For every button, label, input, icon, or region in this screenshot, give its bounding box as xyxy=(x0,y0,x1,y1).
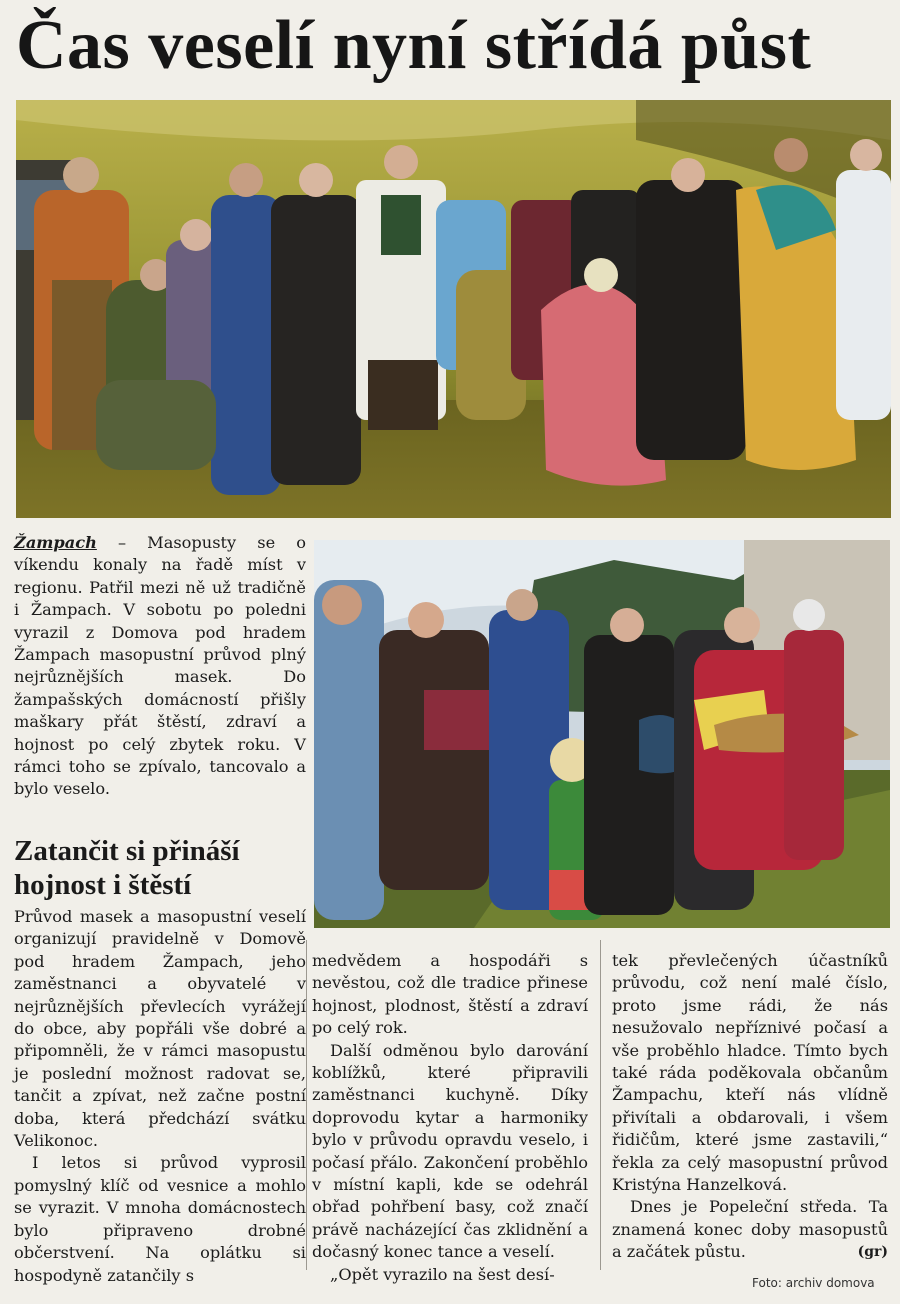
paragraph: Průvod masek a masopustní veselí organizují pravidelně v Domově pod hradem Žampach, jeho zaměstnanci a obyvatelé v nejrůznějších převlecích vyrážejí do obce, aby popřáli vše dobré a připomněli, že v rámci masopustu je poslední možnost radovat se, tančit a zpívat, než začne postní doba, která předchází svátku Velikonoc. xyxy=(14,907,306,1151)
paragraph: Další odměnou bylo darování koblížků, které připravili zaměstnanci kuchyně. Díky doprovodu kytar a harmoniky bylo v průvodu opravdu veselo, i počasí přálo. Zakončení proběhlo v místní kapli, kde se odehrál obřad pohřbení basy, což značí právě nacházející čas zklidnění a dočasný konec tance a veselí. xyxy=(312,1040,588,1262)
paragraph: „Opět vyrazilo na šest desí- xyxy=(330,1264,555,1284)
article-column-3 xyxy=(612,950,888,1264)
procession-photo-drawing xyxy=(314,540,890,928)
headline: Čas veselí nyní střídá půst xyxy=(16,7,812,84)
group-photo-drawing xyxy=(16,100,891,518)
column-divider xyxy=(306,940,307,1270)
article-column-2 xyxy=(312,950,588,1286)
subheadline: Zatančit si přináší hojnost i štěstí xyxy=(14,835,240,901)
lead-paragraph xyxy=(14,532,306,801)
dateline-place: Žampach xyxy=(14,533,97,552)
paragraph: I letos si průvod vyprosil pomyslný klíč od vesnice a mohlo se vyrazit. V mnoha domácnostech bylo připraveno drobné občerstvení. Na oplátku si hospodyně zatančily s xyxy=(14,1153,306,1285)
article-column-1 xyxy=(14,906,306,1287)
procession-photo xyxy=(314,540,890,928)
column-divider xyxy=(600,940,601,1270)
photo-credit: Foto: archiv domova xyxy=(752,1276,875,1290)
paragraph: medvědem a hospodáři s nevěstou, což dle tradice přinese hojnost, plodnost, štěstí a zdraví po celý rok. xyxy=(312,951,588,1038)
group-photo xyxy=(16,100,891,518)
closing-text: Dnes je Popeleční středa. Ta znamená konec doby masopustů a začátek půstu. xyxy=(612,1197,888,1262)
paragraph: tek převlečených účastníků průvodu, což není malé číslo, proto jsme rádi, že nás nesužovalo nepříznivé počasí a vše proběhlo hladce. Tímto bych také ráda poděkovala občanům Žampachu, kteří nás vlídně přivítali a obdarovali, i všem řidičům, které jsme zastavili,“ řekla za celý masopustní průvod Kristýna Hanzelková. xyxy=(612,951,888,1195)
lead-text: – Masopusty se o víkendu konaly na řadě míst v regionu. Patřil mezi ně už tradičně i Žampach. V sobotu po poledni vyrazil z Domova pod hradem Žampach masopustní průvod plný nejrůznějších masek. Do žampašských domácností přišly maškary přát štěstí, zdraví a hojnost po celý zbytek roku. V rámci toho se zpívalo, tancovalo a bylo veselo. xyxy=(14,533,306,799)
paragraph xyxy=(612,1196,888,1263)
author-signature: (gr) xyxy=(857,1244,888,1261)
